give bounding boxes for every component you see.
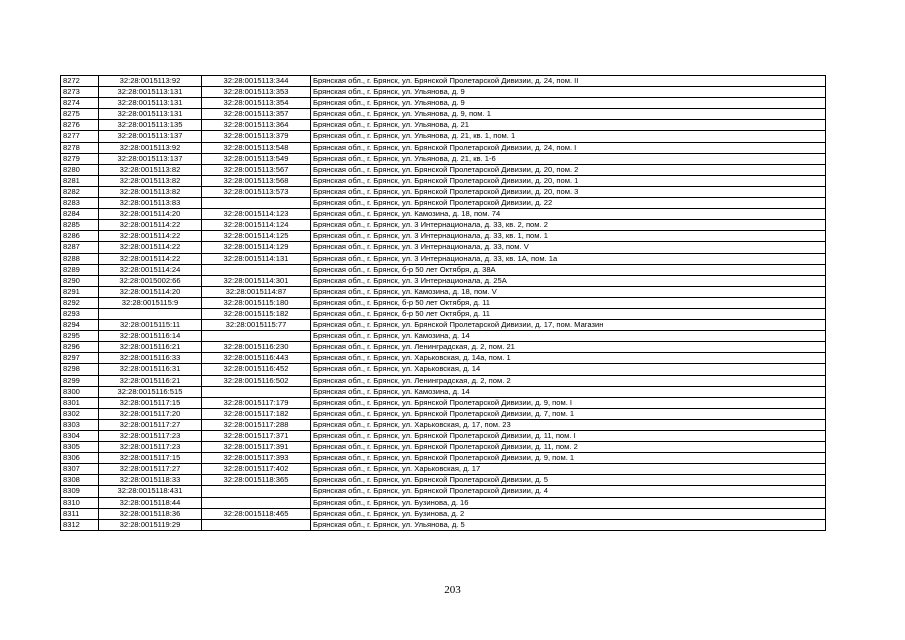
new-cadastral-number-cell: 32:28:0015114:129: [202, 242, 311, 253]
new-cadastral-number-cell: 32:28:0015113:549: [202, 153, 311, 164]
address-cell: Брянская обл., г. Брянск, ул. Харьковская, д. 17: [311, 464, 826, 475]
old-cadastral-number-cell: 32:28:0015114:22: [99, 242, 202, 253]
old-cadastral-number-cell: 32:28:0015114:24: [99, 264, 202, 275]
old-cadastral-number-cell: 32:28:0015113:135: [99, 120, 202, 131]
address-cell: Брянская обл., г. Брянск, ул. Ленинградская, д. 2, пом. 21: [311, 342, 826, 353]
old-cadastral-number-cell: 32:28:0015113:137: [99, 153, 202, 164]
address-cell: Брянская обл., г. Брянск, ул. Камозина, д. 14: [311, 331, 826, 342]
row-number-cell: 8312: [61, 519, 99, 530]
row-number-cell: 8284: [61, 209, 99, 220]
address-cell: Брянская обл., г. Брянск, ул. Брянской Пролетарской Дивизии, д. 20, пом. 1: [311, 175, 826, 186]
table-row: [61, 186, 826, 197]
address-cell: Брянская обл., г. Брянск, ул. 3 Интернационала, д. 33, пом. V: [311, 242, 826, 253]
old-cadastral-number-cell: 32:28:0015114:22: [99, 253, 202, 264]
old-cadastral-number-cell: 32:28:0015118:431: [99, 486, 202, 497]
table-row: [61, 375, 826, 386]
table-row: [61, 453, 826, 464]
new-cadastral-number-cell: 32:28:0015113:354: [202, 98, 311, 109]
row-number-cell: 8304: [61, 431, 99, 442]
address-cell: Брянская обл., г. Брянск, ул. Брянской Пролетарской Дивизии, д. 5: [311, 475, 826, 486]
new-cadastral-number-cell: 32:28:0015116:452: [202, 364, 311, 375]
row-number-cell: 8290: [61, 275, 99, 286]
new-cadastral-number-cell: 32:28:0015115:182: [202, 308, 311, 319]
address-cell: Брянская обл., г. Брянск, ул. Брянской Пролетарской Дивизии, д. 9, пом. I: [311, 397, 826, 408]
table-row: [61, 431, 826, 442]
old-cadastral-number-cell: 32:28:0015116:21: [99, 342, 202, 353]
new-cadastral-number-cell: 32:28:0015118:465: [202, 508, 311, 519]
row-number-cell: 8299: [61, 375, 99, 386]
row-number-cell: 8292: [61, 297, 99, 308]
old-cadastral-number-cell: 32:28:0015116:33: [99, 353, 202, 364]
old-cadastral-number-cell: 32:28:0015114:20: [99, 286, 202, 297]
new-cadastral-number-cell: 32:28:0015113:573: [202, 186, 311, 197]
new-cadastral-number-cell: 32:28:0015117:393: [202, 453, 311, 464]
table-row: [61, 464, 826, 475]
address-cell: Брянская обл., г. Брянск, ул. Брянской Пролетарской Дивизии, д. 20, пом. 2: [311, 164, 826, 175]
table-row: [61, 98, 826, 109]
address-cell: Брянская обл., г. Брянск, ул. Брянской Пролетарской Дивизии, д. 11, пом. 2: [311, 442, 826, 453]
table-row: [61, 131, 826, 142]
table-row: [61, 242, 826, 253]
table-row: [61, 308, 826, 319]
old-cadastral-number-cell: 32:28:0015117:15: [99, 453, 202, 464]
address-cell: Брянская обл., г. Брянск, ул. Камозина, д. 18, пом. 74: [311, 209, 826, 220]
table-row: [61, 220, 826, 231]
old-cadastral-number-cell: 32:28:0015117:20: [99, 408, 202, 419]
row-number-cell: 8275: [61, 109, 99, 120]
old-cadastral-number-cell: 32:28:0015115:11: [99, 320, 202, 331]
new-cadastral-number-cell: [202, 386, 311, 397]
row-number-cell: 8276: [61, 120, 99, 131]
table-row: [61, 209, 826, 220]
new-cadastral-number-cell: [202, 331, 311, 342]
old-cadastral-number-cell: 32:28:0015116:21: [99, 375, 202, 386]
old-cadastral-number-cell: 32:28:0015117:23: [99, 431, 202, 442]
address-cell: Брянская обл., г. Брянск, ул. Бузинова, д. 2: [311, 508, 826, 519]
address-cell: Брянская обл., г. Брянск, ул. Брянской Пролетарской Дивизии, д. 4: [311, 486, 826, 497]
new-cadastral-number-cell: 32:28:0015114:131: [202, 253, 311, 264]
new-cadastral-number-cell: 32:28:0015117:179: [202, 397, 311, 408]
new-cadastral-number-cell: 32:28:0015115:180: [202, 297, 311, 308]
new-cadastral-number-cell: 32:28:0015113:567: [202, 164, 311, 175]
new-cadastral-number-cell: 32:28:0015117:182: [202, 408, 311, 419]
address-cell: Брянская обл., г. Брянск, ул. 3 Интернационала, д. 25А: [311, 275, 826, 286]
address-cell: Брянская обл., г. Брянск, ул. Брянской Пролетарской Дивизии, д. 22: [311, 198, 826, 209]
table-row: [61, 175, 826, 186]
address-cell: Брянская обл., г. Брянск, ул. Харьковская, д. 14а, пом. 1: [311, 353, 826, 364]
address-cell: Брянская обл., г. Брянск, ул. Ульянова, д. 9: [311, 98, 826, 109]
address-cell: Брянская обл., г. Брянск, ул. Ульянова, д. 21, кв. 1-6: [311, 153, 826, 164]
old-cadastral-number-cell: 32:28:0015113:131: [99, 98, 202, 109]
row-number-cell: 8272: [61, 76, 99, 87]
new-cadastral-number-cell: 32:28:0015113:379: [202, 131, 311, 142]
row-number-cell: 8282: [61, 186, 99, 197]
address-cell: Брянская обл., г. Брянск, ул. Брянской Пролетарской Дивизии, д. 11, пом. I: [311, 431, 826, 442]
old-cadastral-number-cell: 32:28:0015113:82: [99, 164, 202, 175]
cadastral-table: [60, 75, 826, 531]
table-row: [61, 442, 826, 453]
old-cadastral-number-cell: 32:28:0015113:131: [99, 109, 202, 120]
table-row: [61, 419, 826, 430]
table-row: [61, 353, 826, 364]
table-body: [61, 76, 826, 531]
old-cadastral-number-cell: 32:28:0015113:131: [99, 87, 202, 98]
old-cadastral-number-cell: 32:28:0015113:92: [99, 76, 202, 87]
old-cadastral-number-cell: 32:28:0015118:44: [99, 497, 202, 508]
table-row: [61, 331, 826, 342]
row-number-cell: 8273: [61, 87, 99, 98]
address-cell: Брянская обл., г. Брянск, ул. Харьковская, д. 14: [311, 364, 826, 375]
table-row: [61, 164, 826, 175]
table-row: [61, 386, 826, 397]
table-row: [61, 253, 826, 264]
table-row: [61, 519, 826, 530]
table-row: [61, 142, 826, 153]
row-number-cell: 8281: [61, 175, 99, 186]
row-number-cell: 8274: [61, 98, 99, 109]
table-row: [61, 153, 826, 164]
old-cadastral-number-cell: 32:28:0015114:22: [99, 220, 202, 231]
table-row: [61, 198, 826, 209]
new-cadastral-number-cell: [202, 497, 311, 508]
row-number-cell: 8309: [61, 486, 99, 497]
address-cell: Брянская обл., г. Брянск, ул. Ульянова, д. 21: [311, 120, 826, 131]
address-cell: Брянская обл., г. Брянск, ул. Брянской Пролетарской Дивизии, д. 17, пом. Магазин: [311, 320, 826, 331]
table-row: [61, 320, 826, 331]
table-row: [61, 87, 826, 98]
table-row: [61, 275, 826, 286]
table-row: [61, 397, 826, 408]
table-row: [61, 231, 826, 242]
address-cell: Брянская обл., г. Брянск, ул. Ульянова, д. 5: [311, 519, 826, 530]
row-number-cell: 8296: [61, 342, 99, 353]
row-number-cell: 8298: [61, 364, 99, 375]
row-number-cell: 8306: [61, 453, 99, 464]
new-cadastral-number-cell: 32:28:0015117:288: [202, 419, 311, 430]
address-cell: Брянская обл., г. Брянск, ул. Камозина, д. 18, пом. V: [311, 286, 826, 297]
row-number-cell: 8293: [61, 308, 99, 319]
old-cadastral-number-cell: 32:28:0015115:9: [99, 297, 202, 308]
table-row: [61, 508, 826, 519]
new-cadastral-number-cell: [202, 264, 311, 275]
old-cadastral-number-cell: 32:28:0015118:33: [99, 475, 202, 486]
new-cadastral-number-cell: 32:28:0015118:365: [202, 475, 311, 486]
row-number-cell: 8308: [61, 475, 99, 486]
old-cadastral-number-cell: [99, 308, 202, 319]
row-number-cell: 8305: [61, 442, 99, 453]
new-cadastral-number-cell: 32:28:0015113:548: [202, 142, 311, 153]
new-cadastral-number-cell: 32:28:0015114:124: [202, 220, 311, 231]
table-row: [61, 297, 826, 308]
new-cadastral-number-cell: 32:28:0015117:402: [202, 464, 311, 475]
table-row: [61, 497, 826, 508]
new-cadastral-number-cell: 32:28:0015116:230: [202, 342, 311, 353]
new-cadastral-number-cell: 32:28:0015116:443: [202, 353, 311, 364]
address-cell: Брянская обл., г. Брянск, ул. Бузинова, д. 16: [311, 497, 826, 508]
old-cadastral-number-cell: 32:28:0015114:22: [99, 231, 202, 242]
table-row: [61, 475, 826, 486]
row-number-cell: 8287: [61, 242, 99, 253]
new-cadastral-number-cell: 32:28:0015115:77: [202, 320, 311, 331]
old-cadastral-number-cell: 32:28:0015117:27: [99, 419, 202, 430]
old-cadastral-number-cell: 32:28:0015117:23: [99, 442, 202, 453]
row-number-cell: 8311: [61, 508, 99, 519]
address-cell: Брянская обл., г. Брянск, ул. Брянской Пролетарской Дивизии, д. 24, пом. II: [311, 76, 826, 87]
row-number-cell: 8302: [61, 408, 99, 419]
row-number-cell: 8291: [61, 286, 99, 297]
old-cadastral-number-cell: 32:28:0015113:82: [99, 186, 202, 197]
old-cadastral-number-cell: 32:28:0015116:31: [99, 364, 202, 375]
table-row: [61, 486, 826, 497]
new-cadastral-number-cell: 32:28:0015113:353: [202, 87, 311, 98]
row-number-cell: 8277: [61, 131, 99, 142]
old-cadastral-number-cell: 32:28:0015002:66: [99, 275, 202, 286]
table-row: [61, 408, 826, 419]
row-number-cell: 8310: [61, 497, 99, 508]
row-number-cell: 8300: [61, 386, 99, 397]
row-number-cell: 8301: [61, 397, 99, 408]
old-cadastral-number-cell: 32:28:0015118:36: [99, 508, 202, 519]
old-cadastral-number-cell: 32:28:0015113:137: [99, 131, 202, 142]
old-cadastral-number-cell: 32:28:0015113:92: [99, 142, 202, 153]
table-row: [61, 286, 826, 297]
page-number: 203: [444, 584, 461, 596]
table-row: [61, 342, 826, 353]
old-cadastral-number-cell: 32:28:0015117:15: [99, 397, 202, 408]
new-cadastral-number-cell: 32:28:0015113:344: [202, 76, 311, 87]
table-row: [61, 264, 826, 275]
row-number-cell: 8288: [61, 253, 99, 264]
row-number-cell: 8294: [61, 320, 99, 331]
old-cadastral-number-cell: 32:28:0015113:83: [99, 198, 202, 209]
address-cell: Брянская обл., г. Брянск, б-р 50 лет Октября, д. 11: [311, 308, 826, 319]
old-cadastral-number-cell: 32:28:0015113:82: [99, 175, 202, 186]
new-cadastral-number-cell: 32:28:0015116:502: [202, 375, 311, 386]
new-cadastral-number-cell: 32:28:0015117:371: [202, 431, 311, 442]
row-number-cell: 8278: [61, 142, 99, 153]
new-cadastral-number-cell: 32:28:0015117:391: [202, 442, 311, 453]
row-number-cell: 8295: [61, 331, 99, 342]
row-number-cell: 8280: [61, 164, 99, 175]
address-cell: Брянская обл., г. Брянск, ул. Брянской Пролетарской Дивизии, д. 7, пом. 1: [311, 408, 826, 419]
new-cadastral-number-cell: 32:28:0015113:568: [202, 175, 311, 186]
new-cadastral-number-cell: [202, 519, 311, 530]
new-cadastral-number-cell: [202, 486, 311, 497]
old-cadastral-number-cell: 32:28:0015116:14: [99, 331, 202, 342]
new-cadastral-number-cell: 32:28:0015114:87: [202, 286, 311, 297]
address-cell: Брянская обл., г. Брянск, ул. Ульянова, д. 9: [311, 87, 826, 98]
row-number-cell: 8283: [61, 198, 99, 209]
row-number-cell: 8286: [61, 231, 99, 242]
old-cadastral-number-cell: 32:28:0015116:515: [99, 386, 202, 397]
row-number-cell: 8307: [61, 464, 99, 475]
table-row: [61, 120, 826, 131]
old-cadastral-number-cell: 32:28:0015114:20: [99, 209, 202, 220]
address-cell: Брянская обл., г. Брянск, б-р 50 лет Октября, д. 11: [311, 297, 826, 308]
new-cadastral-number-cell: 32:28:0015114:123: [202, 209, 311, 220]
table-row: [61, 364, 826, 375]
address-cell: Брянская обл., г. Брянск, ул. Камозина, д. 14: [311, 386, 826, 397]
address-cell: Брянская обл., г. Брянск, ул. Ленинградская, д. 2, пом. 2: [311, 375, 826, 386]
address-cell: Брянская обл., г. Брянск, ул. Харьковская, д. 17, пом. 23: [311, 419, 826, 430]
old-cadastral-number-cell: 32:28:0015119:29: [99, 519, 202, 530]
address-cell: Брянская обл., г. Брянск, ул. 3 Интернационала, д. 33, кв. 1, пом. 1: [311, 231, 826, 242]
old-cadastral-number-cell: 32:28:0015117:27: [99, 464, 202, 475]
table-row: [61, 76, 826, 87]
row-number-cell: 8297: [61, 353, 99, 364]
row-number-cell: 8289: [61, 264, 99, 275]
address-cell: Брянская обл., г. Брянск, ул. 3 Интернационала, д. 33, кв. 2, пом. 2: [311, 220, 826, 231]
address-cell: Брянская обл., г. Брянск, ул. Брянской Пролетарской Дивизии, д. 9, пом. 1: [311, 453, 826, 464]
address-cell: Брянская обл., г. Брянск, ул. Брянской Пролетарской Дивизии, д. 20, пом. 3: [311, 186, 826, 197]
new-cadastral-number-cell: 32:28:0015114:301: [202, 275, 311, 286]
table-row: [61, 109, 826, 120]
new-cadastral-number-cell: [202, 198, 311, 209]
address-cell: Брянская обл., г. Брянск, ул. Ульянова, д. 9, пом. 1: [311, 109, 826, 120]
new-cadastral-number-cell: 32:28:0015113:357: [202, 109, 311, 120]
address-cell: Брянская обл., г. Брянск, б-р 50 лет Октября, д. 38А: [311, 264, 826, 275]
row-number-cell: 8303: [61, 419, 99, 430]
row-number-cell: 8285: [61, 220, 99, 231]
address-cell: Брянская обл., г. Брянск, ул. Ульянова, д. 21, кв. 1, пом. 1: [311, 131, 826, 142]
row-number-cell: 8279: [61, 153, 99, 164]
new-cadastral-number-cell: 32:28:0015113:364: [202, 120, 311, 131]
address-cell: Брянская обл., г. Брянск, ул. Брянской Пролетарской Дивизии, д. 24, пом. I: [311, 142, 826, 153]
new-cadastral-number-cell: 32:28:0015114:125: [202, 231, 311, 242]
address-cell: Брянская обл., г. Брянск, ул. 3 Интернационала, д. 33, кв. 1А, пом. 1а: [311, 253, 826, 264]
